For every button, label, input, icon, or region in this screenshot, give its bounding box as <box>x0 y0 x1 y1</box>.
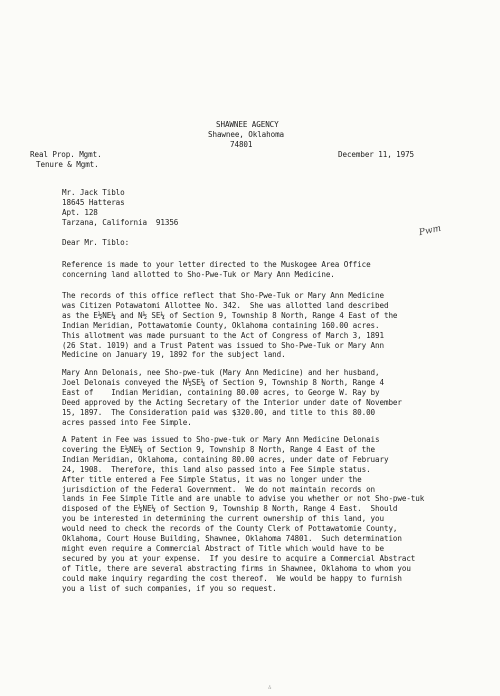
text-line: secured by you at your expense. If you desire to acquire a Commercial Abstract <box>62 553 416 563</box>
paragraph-2 <box>62 291 462 360</box>
paragraph-4 <box>62 435 462 594</box>
address-line: 18645 Hatteras <box>62 198 125 207</box>
text-line: covering the E½NE¼ of Section 9, Township 8 North, Range 4 East of the <box>62 444 376 454</box>
address-line: Tarzana, California 91356 <box>62 218 179 227</box>
text-line: (26 Stat. 1019) and a Trust Patent was issued to Sho-Pwe-Tuk or Mary Ann <box>62 340 384 350</box>
text-line: acres passed into Fee Simple. <box>62 417 192 427</box>
handwritten-initials: Pwm <box>418 223 443 239</box>
agency-zip: 74801 <box>230 140 253 149</box>
text-line: you be interested in determining the current ownership of this land, you <box>62 514 384 524</box>
text-line: of Title, there are several abstracting firms in Shawnee, Oklahoma to whom you <box>62 563 411 573</box>
dept-line-2: Tenure & Mgmt. <box>36 160 99 169</box>
address-line: Mr. Jack Tiblo <box>62 188 125 197</box>
text-line: might even require a Commercial Abstract of Title which would have to be <box>62 543 384 553</box>
text-line: jurisdiction of the Federal Government. We do not maintain records on <box>62 484 376 494</box>
agency-name: SHAWNEE AGENCY <box>216 120 279 129</box>
text-line: 15, 1897. The Consideration paid was $320.00, and title to this 80.00 <box>62 407 376 417</box>
salutation: Dear Mr. Tiblo: <box>62 238 130 247</box>
letter-date: December 11, 1975 <box>338 150 415 159</box>
text-line: concerning land allotted to Sho-Pwe-Tuk or Mary Ann Medicine. <box>62 269 335 279</box>
text-line: Medicine on January 19, 1892 for the subject land. <box>62 350 286 360</box>
text-line: Deed approved by the Acting Secretary of the Interior under date of November <box>62 397 402 407</box>
text-line: Reference is made to your letter directed to the Muskogee Area Office <box>62 260 371 269</box>
text-line: The records of this office reflect that Sho-Pwe-Tuk or Mary Ann Medicine <box>62 291 384 300</box>
text-line: A Patent in Fee was issued to Sho-pwe-tuk or Mary Ann Medicine Delonais <box>62 435 380 444</box>
text-line: This allotment was made pursuant to the Act of Congress of March 3, 1891 <box>62 330 384 340</box>
text-line: After title entered a Fee Simple Status, it was no longer under the <box>62 474 362 484</box>
text-line: was Citizen Potawatomi Allottee No. 342. She was allotted land described <box>62 300 389 310</box>
text-line: Mary Ann Delonais, nee Sho-pwe-tuk (Mary Ann Medicine) and her husband, <box>62 368 380 377</box>
text-line: Joel Delonais conveyed the N½SE¼ of Section 9, Township 8 North, Range 4 <box>62 377 384 387</box>
text-line: 24, 1908. Therefore, this land also passed into a Fee Simple status. <box>62 464 371 474</box>
agency-city: Shawnee, Oklahoma <box>208 130 285 139</box>
address-line: Apt. 128 <box>62 208 98 217</box>
text-line: Indian Meridian, Oklahoma, containing 80.00 acres, under date of February <box>62 454 389 464</box>
text-line: would need to check the records of the County Clerk of Pottawatomie County, <box>62 524 398 534</box>
paragraph-1 <box>62 260 462 280</box>
text-line: disposed of the E½NE¼ of Section 9, Township 8 North, Range 4 East. Should <box>62 504 398 514</box>
dept-line-1: Real Prop. Mgmt. <box>30 150 102 159</box>
text-line: Oklahoma, Court House Building, Shawnee, Oklahoma 74801. Such determination <box>62 534 402 544</box>
text-line: lands in Fee Simple Title and are unable to advise you whether or not Sho-pwe-tuk <box>62 494 425 504</box>
text-line: East of Indian Meridian, containing 80.00 acres, to George W. Ray by <box>62 387 380 397</box>
footer-mark: ∴ <box>268 684 272 691</box>
text-line: Indian Meridian, Pottawatomie County, Oklahoma containing 160.00 acres. <box>62 320 380 330</box>
text-line: you a list of such companies, if you so request. <box>62 583 277 593</box>
text-line: as the E½NE¼ and N½ SE¼ of Section 9, Township 8 North, Range 4 East of the <box>62 310 398 320</box>
paragraph-3 <box>62 368 462 427</box>
text-line: could make inquiry regarding the cost thereof. We would be happy to furnish <box>62 573 402 583</box>
